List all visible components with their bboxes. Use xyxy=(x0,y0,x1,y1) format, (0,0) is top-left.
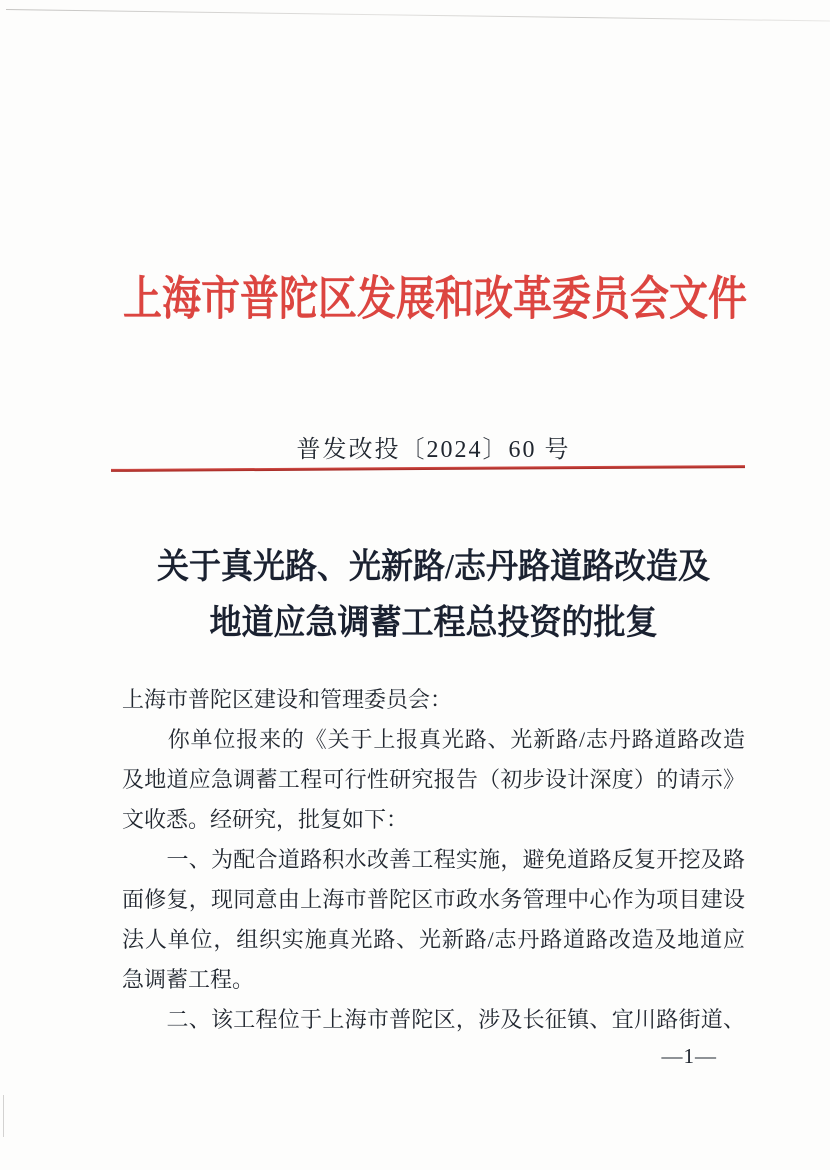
document-title xyxy=(122,538,745,650)
paragraph-2-line-1: 一、为配合道路积水改善工程实施，避免道路反复开挖及路 xyxy=(122,847,745,872)
paragraph-2-line-4: 急调蓄工程。 xyxy=(122,967,255,992)
page-number: —1— xyxy=(661,1044,717,1068)
paragraph-1-line-3: 文收悉。经研究，批复如下： xyxy=(122,807,409,832)
document-title-line2: 地道应急调蓄工程总投资的批复 xyxy=(209,602,658,642)
paragraph-2-line-3: 法人单位，组织实施真光路、光新路/志丹路道路改造及地道应 xyxy=(122,927,745,952)
paragraph-1-line-2: 及地道应急调蓄工程可行性研究报告（初步设计深度）的请示》 xyxy=(122,767,745,792)
paragraph-3-line-1: 二、该工程位于上海市普陀区，涉及长征镇、宜川路街道、 xyxy=(122,1007,745,1032)
agency-masthead: 上海市普陀区发展和改革委员会文件 xyxy=(122,273,747,326)
salutation-line: 上海市普陀区建设和管理委员会： xyxy=(122,687,453,712)
paragraph-2-line-2: 面修复，现同意由上海市普陀区市政水务管理中心作为项目建设 xyxy=(122,887,745,912)
document-number: 普发改投〔2024〕60 号 xyxy=(296,437,571,463)
scan-artifact-top-edge xyxy=(6,9,830,22)
scan-artifact-left-edge xyxy=(3,1095,4,1137)
document-body xyxy=(122,680,745,1040)
paragraph-1-line-1: 你单位报来的《关于上报真光路、光新路/志丹路道路改造 xyxy=(122,727,745,752)
document-title-line1: 关于真光路、光新路/志丹路道路改造及 xyxy=(157,546,710,586)
